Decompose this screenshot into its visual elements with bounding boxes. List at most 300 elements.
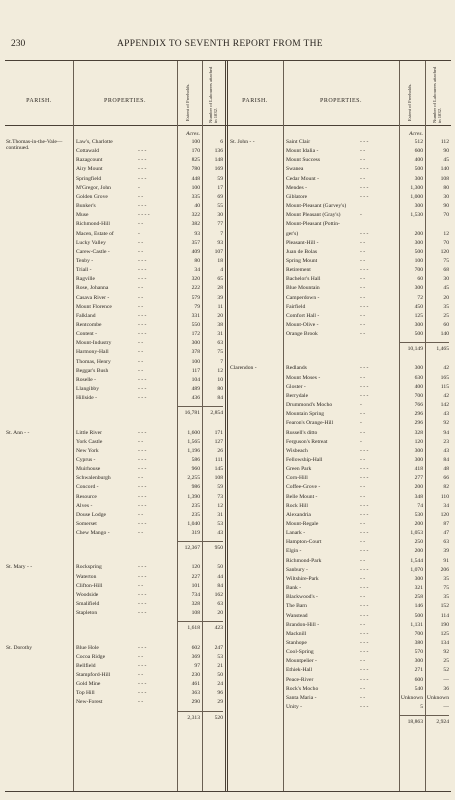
leader-dashes: - - - xyxy=(138,166,147,173)
leader-dashes: - - - xyxy=(138,466,147,473)
freehold-acres: 1,070 xyxy=(410,566,423,573)
labourers-count: 42 xyxy=(443,365,449,372)
property-name: Mountain Spring xyxy=(286,411,325,418)
leader-dashes: - - - xyxy=(138,601,147,608)
freehold-acres: 436 xyxy=(191,395,200,402)
freehold-acres: 108 xyxy=(191,610,200,617)
leader-dashes: - - xyxy=(138,475,144,482)
labourers-count: 17 xyxy=(217,184,223,191)
labourers-count: 35 xyxy=(443,594,449,601)
property-name: Mount Pleasant (Gray's) xyxy=(286,212,341,219)
freehold-acres: 500 xyxy=(414,248,423,255)
leader-dashes: - - xyxy=(360,322,366,328)
labourers-count: 12 xyxy=(217,367,223,374)
labourers-count: 145 xyxy=(214,466,223,473)
labourers-count: 38 xyxy=(217,322,223,328)
labourers-count: 4 xyxy=(220,267,223,274)
labourers-count: 96 xyxy=(217,690,223,697)
freehold-acres: 1,544 xyxy=(410,557,423,564)
property-name: Casava River - xyxy=(76,294,110,301)
property-name: Springfield xyxy=(76,175,102,182)
property-name: Lucky Valley xyxy=(76,239,106,246)
labourers-count: 136 xyxy=(214,148,223,155)
property-name: Russell's ditto xyxy=(286,429,318,436)
property-name: Cedar Mount - xyxy=(286,175,319,182)
leader-dashes: - - - xyxy=(138,493,147,500)
property-name: Carew-Castle - xyxy=(76,248,110,255)
page-title: APPENDIX TO SEVENTH REPORT FROM THE xyxy=(117,39,323,49)
leader-dashes: - - xyxy=(360,239,366,246)
subtotal-acres: 1,618 xyxy=(187,625,200,632)
labourers-count: 48 xyxy=(443,466,449,473)
freehold-acres: 200 xyxy=(414,484,423,491)
labourers-count: 73 xyxy=(217,493,223,500)
property-name: Cocoa Ridge xyxy=(76,653,106,660)
leader-dashes: - - - xyxy=(138,429,147,436)
labourers-count: 30 xyxy=(443,276,449,283)
leader-dashes: - - xyxy=(138,699,144,706)
leader-dashes: - - - xyxy=(360,667,369,674)
leader-dashes: - - xyxy=(360,294,366,301)
labourers-count: 44 xyxy=(217,573,223,580)
labourers-count: 12 xyxy=(217,502,223,509)
property-name: Rock's Mocho xyxy=(286,685,319,692)
leader-dashes: - - xyxy=(360,658,366,665)
labourers-count: 34 xyxy=(443,502,449,509)
acres-label: Acres. xyxy=(186,131,200,137)
leader-dashes: - - xyxy=(138,671,144,678)
labourers-count: 10 xyxy=(217,376,223,383)
freehold-acres: 235 xyxy=(191,502,200,509)
leader-dashes: - - - xyxy=(138,690,147,697)
col-parish-left: PARISH. xyxy=(26,98,52,104)
freehold-acres: 222 xyxy=(191,285,200,292)
property-name: Ethiek-Hall xyxy=(286,667,313,674)
leader-dashes: - - - xyxy=(138,312,147,319)
property-name: Bachelor's Hall xyxy=(286,276,321,283)
property-name: Thomas, Henry xyxy=(76,358,111,365)
property-name: Mount Florence xyxy=(76,303,112,310)
leader-dashes: - - xyxy=(360,694,366,701)
property-name: Brandon-Hill - xyxy=(286,621,320,628)
leader-dashes: - - xyxy=(360,411,366,418)
property-name: Corn-Hill xyxy=(286,475,308,482)
freehold-acres: 271 xyxy=(414,667,423,674)
leader-dashes: - - - xyxy=(360,530,369,537)
freehold-acres: 300 xyxy=(414,285,423,292)
freehold-acres: 120 xyxy=(191,564,200,571)
labourers-count: 47 xyxy=(443,530,449,537)
labourers-count: 92 xyxy=(443,420,449,427)
freehold-acres: 230 xyxy=(191,671,200,678)
subtotal-labourers: 520 xyxy=(214,714,223,721)
labourers-count: 94 xyxy=(443,429,449,436)
property-name: Mount-Industry xyxy=(76,340,112,347)
property-name: Top Hill xyxy=(76,690,95,697)
freehold-acres: 296 xyxy=(414,411,423,418)
property-name: Wanstead xyxy=(286,612,308,619)
labourers-count: 107 xyxy=(214,248,223,255)
freehold-acres: 530 xyxy=(414,511,423,518)
labourers-count: 80 xyxy=(443,184,449,191)
leader-dashes: - xyxy=(360,420,362,427)
property-name: Belle Mount - xyxy=(286,493,318,500)
freehold-acres: 363 xyxy=(191,690,200,697)
labourers-count: 59 xyxy=(217,484,223,491)
leader-dashes: - - xyxy=(360,157,366,164)
subtotal-labourers: 423 xyxy=(214,625,223,632)
labourers-count: 25 xyxy=(443,658,449,665)
property-name: Tenby - xyxy=(76,257,94,264)
freehold-acres: 734 xyxy=(191,591,200,598)
leader-dashes: - - - xyxy=(138,502,147,509)
labourers-count: 92 xyxy=(443,649,449,656)
labourers-count: 53 xyxy=(217,653,223,660)
col-properties-left: PROPERTIES. xyxy=(104,98,146,104)
leader-dashes: - - xyxy=(360,248,366,255)
freehold-acres: 200 xyxy=(414,548,423,555)
freehold-acres: 418 xyxy=(414,466,423,473)
labourers-count: 75 xyxy=(443,257,449,264)
subtotal-acres: 18,863 xyxy=(407,719,423,726)
freehold-acres: 235 xyxy=(191,511,200,518)
labourers-count: 43 xyxy=(443,447,449,454)
freehold-acres: 300 xyxy=(414,456,423,463)
leader-dashes: - - xyxy=(360,484,366,491)
freehold-acres: 79 xyxy=(194,303,200,310)
labourers-count: 70 xyxy=(443,212,449,219)
leader-dashes: - - - xyxy=(360,267,369,274)
freehold-acres: 700 xyxy=(414,392,423,399)
labourers-count: 31 xyxy=(217,331,223,338)
leader-dashes: - - - xyxy=(360,475,369,482)
leader-dashes: - - - xyxy=(138,276,147,283)
freehold-acres: 104 xyxy=(191,376,200,383)
freehold-acres: 125 xyxy=(414,312,423,319)
labourers-count: — xyxy=(443,676,449,683)
property-name: Richmond-Park xyxy=(286,557,322,564)
property-name: New York xyxy=(76,447,99,454)
leader-dashes: - - xyxy=(360,557,366,564)
freehold-acres: 450 xyxy=(414,303,423,310)
property-name: Rockspring xyxy=(76,564,102,571)
freehold-acres: 380 xyxy=(414,639,423,646)
labourers-count: 68 xyxy=(443,267,449,274)
freehold-acres: 400 xyxy=(414,157,423,164)
property-name: Spring Mount xyxy=(286,257,318,264)
subtotal-acres: 2,313 xyxy=(187,714,200,721)
leader-dashes: - - - xyxy=(360,193,369,200)
property-name: Mount-Pleasant (Garvey's) xyxy=(286,203,347,210)
freehold-acres: 700 xyxy=(414,630,423,637)
freehold-acres: 97 xyxy=(194,662,200,669)
leader-dashes: - - - xyxy=(138,591,147,598)
leader-dashes: - - - xyxy=(360,639,369,646)
labourers-count: 7 xyxy=(220,230,223,237)
labourers-count: 140 xyxy=(440,331,449,338)
leader-dashes: - - - xyxy=(360,511,369,518)
labourers-count: 31 xyxy=(217,511,223,518)
col-properties-right: PROPERTIES. xyxy=(320,98,362,104)
col-freeholds-left: Extent of Freeholds. xyxy=(185,83,190,121)
freehold-acres: 120 xyxy=(414,438,423,445)
freehold-acres: 100 xyxy=(191,184,200,191)
subtotal-rule xyxy=(400,342,449,343)
property-name: Santa Maria - xyxy=(286,694,317,701)
subtotal-rule xyxy=(178,621,223,622)
freehold-acres: 277 xyxy=(414,475,423,482)
property-name: New-Forest xyxy=(76,699,103,706)
freehold-acres: 766 xyxy=(414,402,423,409)
leader-dashes: - - xyxy=(360,148,366,155)
leader-dashes: - - xyxy=(360,521,366,527)
freehold-acres: 600 xyxy=(414,148,423,155)
labourers-count: 39 xyxy=(443,548,449,555)
property-name: Gloster - xyxy=(286,383,306,390)
labourers-count: 36 xyxy=(443,685,449,692)
freehold-acres: 100 xyxy=(414,257,423,264)
subtotal-rule xyxy=(178,406,223,407)
labourers-count: 127 xyxy=(214,438,223,445)
labourers-count: 42 xyxy=(443,392,449,399)
labourers-count: 169 xyxy=(214,166,223,173)
page-header xyxy=(0,39,455,53)
property-name: Cottawald xyxy=(76,148,99,155)
freehold-acres: 489 xyxy=(191,386,200,393)
leader-dashes: - - xyxy=(360,374,366,381)
freehold-acres: 72 xyxy=(417,294,423,301)
leader-dashes: - - xyxy=(138,358,144,365)
leader-dashes: - - - - xyxy=(138,212,150,219)
labourers-count: 84 xyxy=(217,582,223,589)
labourers-count: 108 xyxy=(214,475,223,482)
property-name: Stampford-Hill xyxy=(76,671,111,678)
leader-dashes: - - xyxy=(138,582,144,589)
leader-dashes: - - - xyxy=(360,502,369,509)
leader-dashes: - - - xyxy=(138,395,147,402)
labourers-count: 110 xyxy=(440,493,449,500)
freehold-acres: 512 xyxy=(414,139,423,145)
freehold-acres: 250 xyxy=(414,539,423,546)
acres-label: Acres. xyxy=(409,131,423,137)
labourers-count: 125 xyxy=(440,630,449,637)
freehold-acres: 300 xyxy=(414,658,423,665)
property-name: York Castle xyxy=(76,438,103,445)
labourers-count: 162 xyxy=(214,591,223,598)
labourers-count: 6 xyxy=(220,139,223,145)
labourers-count: 90 xyxy=(443,148,449,155)
parish-name: St. Ann - - xyxy=(6,429,30,436)
leader-dashes: - - - xyxy=(138,267,147,274)
freehold-acres: 300 xyxy=(414,203,423,210)
property-name: Bunker's xyxy=(76,203,96,210)
property-name: Drummond's Mocho xyxy=(286,402,333,409)
freehold-acres: 101 xyxy=(191,582,200,589)
labourers-count: 28 xyxy=(217,285,223,292)
leader-dashes: - - xyxy=(360,285,366,292)
leader-dashes: - - xyxy=(138,248,144,255)
freehold-acres: 1,390 xyxy=(187,493,200,500)
property-name: Peace-River xyxy=(286,676,314,683)
freehold-acres: 986 xyxy=(191,484,200,491)
labourers-count: 112 xyxy=(440,139,449,145)
leader-dashes: - - - xyxy=(138,610,147,617)
property-name: Sanbury - xyxy=(286,566,308,573)
leader-dashes: - - xyxy=(138,653,144,660)
property-name: Bellfield xyxy=(76,662,96,669)
leader-dashes: - - - xyxy=(138,386,147,393)
subtotal-rule xyxy=(178,541,223,542)
labourers-count: 24 xyxy=(217,681,223,688)
leader-dashes: - - xyxy=(360,276,366,283)
property-name: Rentcombe xyxy=(76,322,102,328)
property-name: Somerset xyxy=(76,521,97,527)
leader-dashes: - - - xyxy=(360,603,369,610)
labourers-count: 84 xyxy=(217,395,223,402)
leader-dashes: - xyxy=(138,184,140,191)
leader-dashes: - - - xyxy=(360,548,369,555)
property-name: Hampton-Court xyxy=(286,539,322,546)
property-name: Content - xyxy=(76,331,97,338)
property-name: Blackwood's - xyxy=(286,594,318,601)
freehold-acres: 258 xyxy=(414,594,423,601)
leader-dashes: - - xyxy=(138,294,144,301)
freehold-acres: 500 xyxy=(414,331,423,338)
property-name: Mendes - xyxy=(286,184,307,191)
freehold-acres: 382 xyxy=(191,221,200,228)
freehold-acres: 2,255 xyxy=(187,475,200,482)
parish-name: Clarendon - xyxy=(230,365,257,372)
freehold-acres: 146 xyxy=(414,603,423,610)
property-name: Redlands xyxy=(286,365,307,372)
labourers-count: 171 xyxy=(214,429,223,436)
freehold-acres: 1,000 xyxy=(410,193,423,200)
labourers-count: 63 xyxy=(217,340,223,347)
freehold-acres: 320 xyxy=(191,276,200,283)
freehold-acres: 369 xyxy=(191,653,200,660)
freehold-acres: 200 xyxy=(414,230,423,237)
freehold-acres: 300 xyxy=(191,340,200,347)
property-name: Alexandria xyxy=(286,511,311,518)
property-name: Fellowship-Hall xyxy=(286,456,323,463)
labourers-count: 29 xyxy=(217,699,223,706)
leader-dashes: - - xyxy=(360,493,366,500)
property-name: Law's, Charlotte xyxy=(76,139,113,145)
labourers-count: 111 xyxy=(215,456,223,463)
freehold-acres: 780 xyxy=(191,166,200,173)
labourers-count: 45 xyxy=(443,157,449,164)
freehold-acres: 960 xyxy=(191,466,200,473)
leader-dashes: - - xyxy=(138,221,144,228)
leader-dashes: - - xyxy=(360,621,366,628)
property-name: The Barn xyxy=(286,603,307,610)
labourers-count: 142 xyxy=(440,402,449,409)
property-name: Macknill xyxy=(286,630,307,637)
property-name: Cyprus - xyxy=(76,456,96,463)
labourers-count: 140 xyxy=(440,166,449,173)
labourers-count: 93 xyxy=(217,239,223,246)
property-name: Unity - xyxy=(286,704,303,710)
leader-dashes: - - - xyxy=(360,676,369,683)
property-name: Lanark - xyxy=(286,530,306,537)
property-name: Camperdown - xyxy=(286,294,320,301)
property-name: Elgin - xyxy=(286,548,302,555)
freehold-acres: 570 xyxy=(414,649,423,656)
labourers-count: 43 xyxy=(443,411,449,418)
freehold-acres: 1,196 xyxy=(187,447,200,454)
labourers-count: 12 xyxy=(443,230,449,237)
labourers-count: 82 xyxy=(443,484,449,491)
freehold-acres: 321 xyxy=(414,585,423,592)
leader-dashes: - - - xyxy=(138,456,147,463)
leader-dashes: - - xyxy=(360,575,366,582)
labourers-count: 120 xyxy=(440,511,449,518)
labourers-count: 190 xyxy=(440,621,449,628)
labourers-count: 91 xyxy=(443,557,449,564)
property-name: Muirhouse xyxy=(76,466,101,473)
property-name: Schwalenburgh xyxy=(76,475,111,482)
labourers-count: 77 xyxy=(217,221,223,228)
labourers-count: 90 xyxy=(443,203,449,210)
property-name: Douse Lodge xyxy=(76,511,106,518)
freehold-acres: 40 xyxy=(194,203,200,210)
leader-dashes: - - xyxy=(360,456,366,463)
labourers-count: 35 xyxy=(443,303,449,310)
leader-dashes: - - xyxy=(138,511,144,518)
freehold-acres: 93 xyxy=(194,230,200,237)
property-name: Mount-Olive - xyxy=(286,322,319,328)
parish-name: St. John - - xyxy=(230,139,255,145)
property-name: ger's) xyxy=(286,230,299,237)
labourers-count: 206 xyxy=(440,566,449,573)
labourers-count: 152 xyxy=(440,603,449,610)
freehold-acres: 331 xyxy=(191,312,200,319)
property-name: Ragville xyxy=(76,276,95,283)
freehold-acres: 34 xyxy=(194,267,200,274)
page-number: 230 xyxy=(11,39,26,49)
leader-dashes: - - - xyxy=(360,612,369,619)
labourers-count: 43 xyxy=(217,530,223,537)
leader-dashes: - - - xyxy=(360,383,369,390)
freehold-acres: 300 xyxy=(414,447,423,454)
subtotal-rule xyxy=(178,711,223,712)
labourers-count: 39 xyxy=(217,294,223,301)
property-name: Chew Mango - xyxy=(76,530,110,537)
property-name: Mountpelier - xyxy=(286,658,317,665)
leader-dashes: - - xyxy=(360,429,366,436)
col-labourers-right: Number of Labourers attached in 1832. xyxy=(432,66,442,123)
labourers-count: 70 xyxy=(443,239,449,246)
leader-dashes: - - xyxy=(360,685,366,692)
parish-name: St. Mary - - xyxy=(6,564,33,571)
leader-dashes: - - - xyxy=(138,573,147,580)
property-name: Orange Brook xyxy=(286,331,318,338)
freehold-acres: 322 xyxy=(191,212,200,219)
labourers-count: 84 xyxy=(443,456,449,463)
property-name: Wisbeach xyxy=(286,447,308,454)
property-name: Harmony-Hall xyxy=(76,349,109,356)
leader-dashes: - - - xyxy=(138,644,147,651)
property-name: Falkland xyxy=(76,312,96,319)
freehold-acres: 1,131 xyxy=(410,621,423,628)
leader-dashes: - - - xyxy=(138,521,147,527)
freehold-acres: 100 xyxy=(191,139,200,145)
subtotal-acres: 12,367 xyxy=(184,545,200,552)
labourers-count: 148 xyxy=(214,157,223,164)
leader-dashes: - - xyxy=(138,349,144,356)
freehold-acres: 825 xyxy=(191,157,200,164)
leader-dashes: - - - xyxy=(138,322,147,328)
